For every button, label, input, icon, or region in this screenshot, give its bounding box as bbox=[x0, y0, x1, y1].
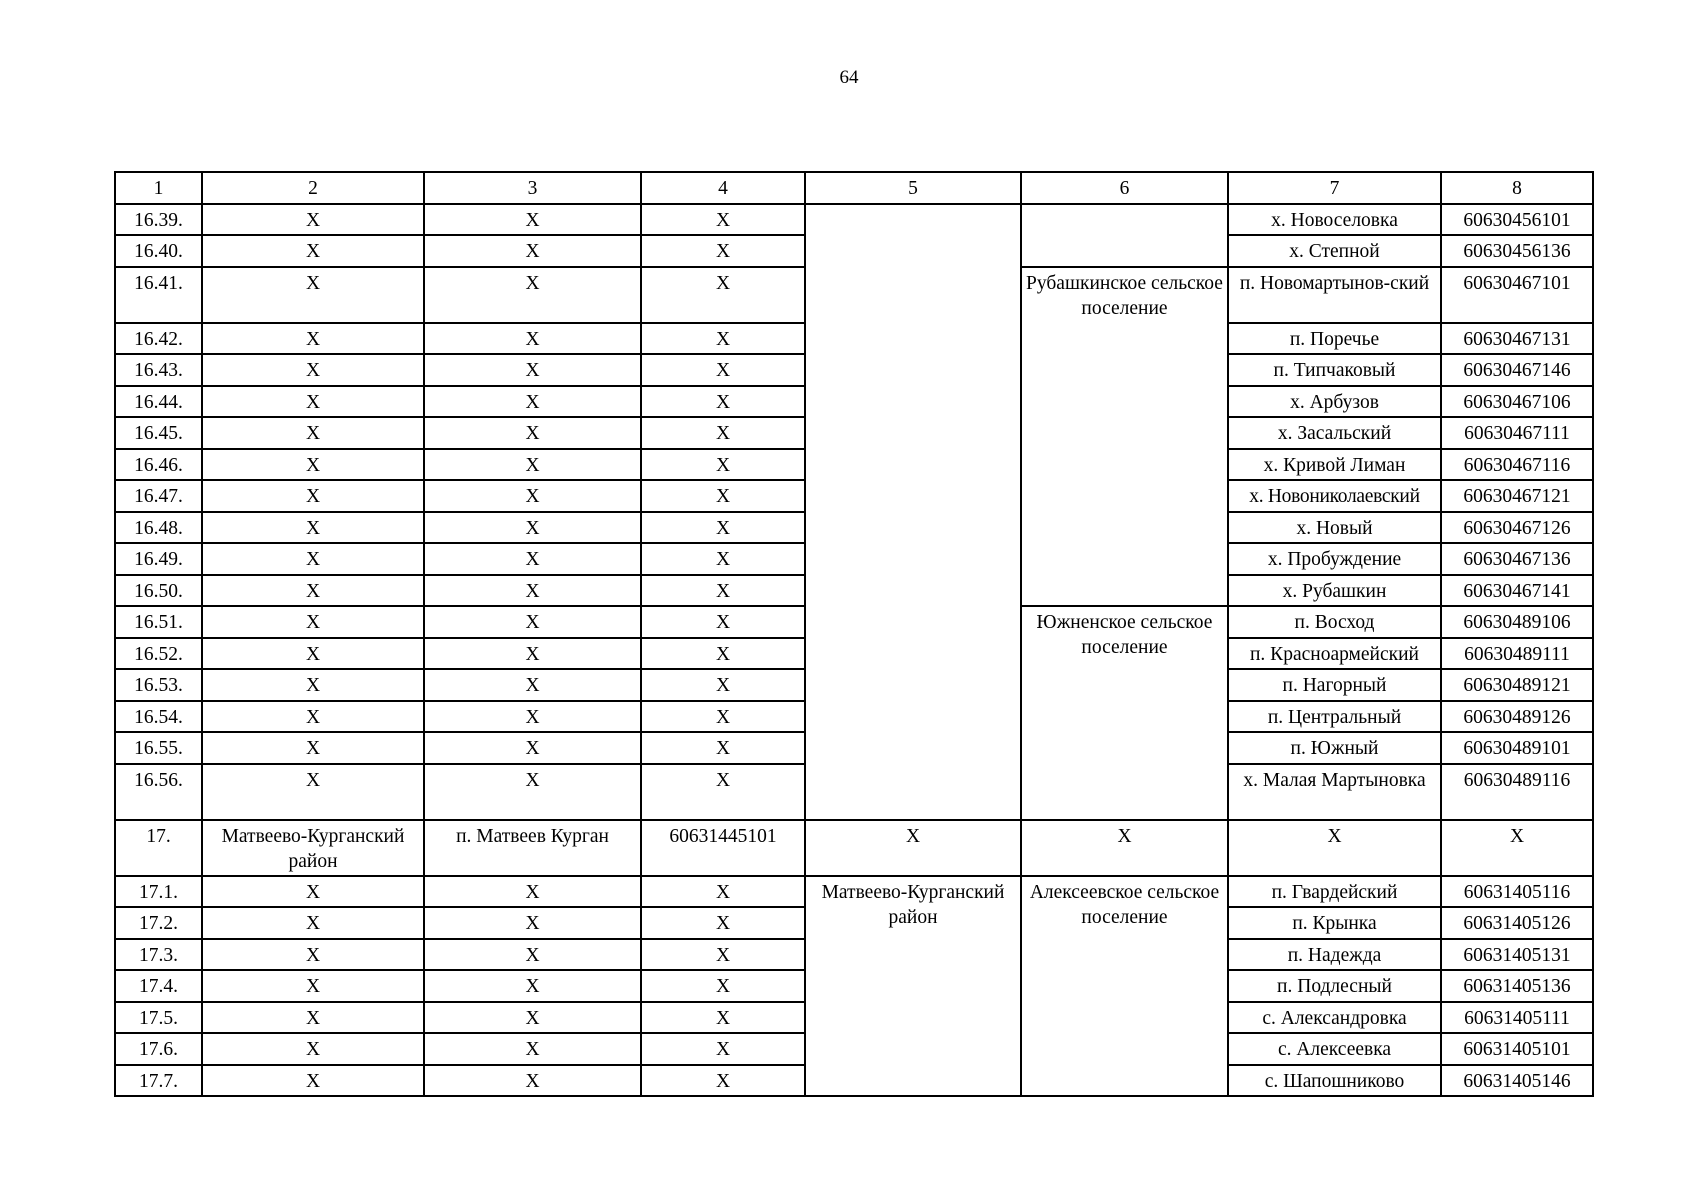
admin-center-code-cell: Х bbox=[641, 1002, 805, 1034]
admin-center-code-cell: Х bbox=[641, 876, 805, 908]
admin-center-code-cell: Х bbox=[641, 606, 805, 638]
header-cell: 3 bbox=[424, 172, 641, 204]
header-cell: 8 bbox=[1441, 172, 1593, 204]
district-cell: Х bbox=[202, 449, 424, 481]
admin-center-code-cell: Х bbox=[641, 701, 805, 733]
row-number-cell: 16.46. bbox=[115, 449, 202, 481]
locality-code-cell: 60630456136 bbox=[1441, 235, 1593, 267]
district-cell: Х bbox=[202, 323, 424, 355]
district-cell: Х bbox=[202, 267, 424, 323]
locality-cell: п. Поречье bbox=[1228, 323, 1441, 355]
row-number-cell: 16.55. bbox=[115, 732, 202, 764]
district-matveevo-cell: Матвеево-Курганский район bbox=[805, 876, 1021, 1097]
admin-center-code-cell: Х bbox=[641, 512, 805, 544]
row-number-cell: 16.50. bbox=[115, 575, 202, 607]
admin-center-code-cell: Х bbox=[641, 732, 805, 764]
admin-center-code-cell: Х bbox=[641, 449, 805, 481]
district-x-cell: Х bbox=[805, 820, 1021, 876]
locality-code-cell: 60631405126 bbox=[1441, 907, 1593, 939]
settlements-table bbox=[114, 171, 1594, 1097]
row-number-cell: 16.56. bbox=[115, 764, 202, 820]
locality-code-cell: 60630467101 bbox=[1441, 267, 1593, 323]
row-number-cell: 16.41. bbox=[115, 267, 202, 323]
admin-center-code-cell: Х bbox=[641, 939, 805, 971]
admin-center-code-cell: Х bbox=[641, 354, 805, 386]
table-row bbox=[115, 204, 1593, 236]
district-cell: Х bbox=[202, 732, 424, 764]
district-cell: Х bbox=[202, 701, 424, 733]
admin-center-cell: Х bbox=[424, 449, 641, 481]
header-cell: 2 bbox=[202, 172, 424, 204]
locality-cell: с. Александровка bbox=[1228, 1002, 1441, 1034]
row-number-cell: 16.48. bbox=[115, 512, 202, 544]
locality-code-cell: 60630489101 bbox=[1441, 732, 1593, 764]
admin-center-cell: Х bbox=[424, 1002, 641, 1034]
locality-code-cell: 60630467126 bbox=[1441, 512, 1593, 544]
locality-code-cell: 60630489126 bbox=[1441, 701, 1593, 733]
admin-center-cell: Х bbox=[424, 575, 641, 607]
admin-center-cell: Х bbox=[424, 354, 641, 386]
admin-center-code-cell: Х bbox=[641, 323, 805, 355]
locality-code-cell: 60630467106 bbox=[1441, 386, 1593, 418]
row-number-cell: 17. bbox=[115, 820, 202, 876]
admin-center-code-cell: Х bbox=[641, 669, 805, 701]
table-row bbox=[115, 820, 1593, 876]
admin-center-cell: Х bbox=[424, 417, 641, 449]
locality-cell: п. Нагорный bbox=[1228, 669, 1441, 701]
row-number-cell: 16.49. bbox=[115, 543, 202, 575]
admin-center-cell: Х bbox=[424, 543, 641, 575]
admin-center-code-cell: Х bbox=[641, 204, 805, 236]
district-cell: Х bbox=[202, 876, 424, 908]
locality-code-cell: 60630467121 bbox=[1441, 480, 1593, 512]
district-cell: Х bbox=[202, 480, 424, 512]
admin-center-cell: п. Матвеев Курган bbox=[424, 820, 641, 876]
district-cell: Х bbox=[202, 638, 424, 670]
district-cell: Х bbox=[202, 204, 424, 236]
settlement-rubashkinskoe-cell: Рубашкинское сельское поселение bbox=[1021, 267, 1228, 607]
locality-code-cell: Х bbox=[1441, 820, 1593, 876]
row-number-cell: 17.6. bbox=[115, 1033, 202, 1065]
row-number-cell: 16.39. bbox=[115, 204, 202, 236]
locality-code-cell: 60630489116 bbox=[1441, 764, 1593, 820]
row-number-cell: 16.54. bbox=[115, 701, 202, 733]
settlement-alekseevskoe-cell: Алексеевское сельское поселение bbox=[1021, 876, 1228, 1097]
row-number-cell: 16.44. bbox=[115, 386, 202, 418]
admin-center-cell: Х bbox=[424, 480, 641, 512]
admin-center-cell: Х bbox=[424, 970, 641, 1002]
locality-cell: х. Новоселовка bbox=[1228, 204, 1441, 236]
admin-center-cell: Х bbox=[424, 764, 641, 820]
locality-cell: с. Шапошниково bbox=[1228, 1065, 1441, 1097]
locality-cell: х. Новый bbox=[1228, 512, 1441, 544]
district-cell: Х bbox=[202, 543, 424, 575]
row-number-cell: 17.4. bbox=[115, 970, 202, 1002]
district-cell: Х bbox=[202, 606, 424, 638]
locality-cell: х. Малая Мартыновка bbox=[1228, 764, 1441, 820]
admin-center-cell: Х bbox=[424, 267, 641, 323]
admin-center-code-cell: Х bbox=[641, 638, 805, 670]
locality-code-cell: 60630467116 bbox=[1441, 449, 1593, 481]
row-number-cell: 16.40. bbox=[115, 235, 202, 267]
row-number-cell: 17.5. bbox=[115, 1002, 202, 1034]
admin-center-code-cell: Х bbox=[641, 417, 805, 449]
admin-center-cell: Х bbox=[424, 701, 641, 733]
admin-center-cell: Х bbox=[424, 876, 641, 908]
admin-center-cell: Х bbox=[424, 1065, 641, 1097]
admin-center-code-cell: Х bbox=[641, 480, 805, 512]
page-number: 64 bbox=[839, 67, 859, 88]
row-number-cell: 16.42. bbox=[115, 323, 202, 355]
admin-center-code-cell: Х bbox=[641, 543, 805, 575]
admin-center-cell: Х bbox=[424, 669, 641, 701]
locality-cell: х. Степной bbox=[1228, 235, 1441, 267]
locality-code-cell: 60630467111 bbox=[1441, 417, 1593, 449]
locality-cell: п. Гвардейский bbox=[1228, 876, 1441, 908]
district-merged-cell bbox=[805, 204, 1021, 820]
locality-cell: п. Восход bbox=[1228, 606, 1441, 638]
row-number-cell: 16.47. bbox=[115, 480, 202, 512]
admin-center-cell: Х bbox=[424, 907, 641, 939]
locality-cell: п. Центральный bbox=[1228, 701, 1441, 733]
admin-center-cell: Х bbox=[424, 939, 641, 971]
locality-cell: п. Южный bbox=[1228, 732, 1441, 764]
locality-code-cell: 60630489106 bbox=[1441, 606, 1593, 638]
header-cell: 6 bbox=[1021, 172, 1228, 204]
settlement-yuzhnenskoe-cell: Южненское сельское поселение bbox=[1021, 606, 1228, 820]
admin-center-cell: Х bbox=[424, 638, 641, 670]
locality-cell: х. Арбузов bbox=[1228, 386, 1441, 418]
table-row bbox=[115, 876, 1593, 908]
locality-cell: Х bbox=[1228, 820, 1441, 876]
district-cell: Х bbox=[202, 386, 424, 418]
admin-center-cell: Х bbox=[424, 204, 641, 236]
locality-cell: п. Красноармейский bbox=[1228, 638, 1441, 670]
header-row bbox=[115, 172, 1593, 204]
row-number-cell: 16.52. bbox=[115, 638, 202, 670]
locality-cell: с. Алексеевка bbox=[1228, 1033, 1441, 1065]
locality-code-cell: 60631405101 bbox=[1441, 1033, 1593, 1065]
locality-code-cell: 60630489121 bbox=[1441, 669, 1593, 701]
admin-center-cell: Х bbox=[424, 512, 641, 544]
admin-center-cell: Х bbox=[424, 386, 641, 418]
locality-cell: х. Новониколаевский bbox=[1228, 480, 1441, 512]
locality-cell: п. Подлесный bbox=[1228, 970, 1441, 1002]
district-cell: Х bbox=[202, 669, 424, 701]
locality-code-cell: 60630467136 bbox=[1441, 543, 1593, 575]
locality-cell: п. Типчаковый bbox=[1228, 354, 1441, 386]
admin-center-code-cell: 60631445101 bbox=[641, 820, 805, 876]
admin-center-cell: Х bbox=[424, 1033, 641, 1065]
row-number-cell: 16.53. bbox=[115, 669, 202, 701]
district-cell: Х bbox=[202, 354, 424, 386]
locality-cell: х. Пробуждение bbox=[1228, 543, 1441, 575]
locality-code-cell: 60631405146 bbox=[1441, 1065, 1593, 1097]
admin-center-cell: Х bbox=[424, 732, 641, 764]
admin-center-code-cell: Х bbox=[641, 1033, 805, 1065]
locality-code-cell: 60630467146 bbox=[1441, 354, 1593, 386]
admin-center-code-cell: Х bbox=[641, 235, 805, 267]
locality-cell: п. Надежда bbox=[1228, 939, 1441, 971]
settlement-merged-cell bbox=[1021, 204, 1228, 267]
locality-code-cell: 60630489111 bbox=[1441, 638, 1593, 670]
admin-center-code-cell: Х bbox=[641, 575, 805, 607]
locality-code-cell: 60631405131 bbox=[1441, 939, 1593, 971]
locality-code-cell: 60630467131 bbox=[1441, 323, 1593, 355]
locality-code-cell: 60631405136 bbox=[1441, 970, 1593, 1002]
locality-cell: х. Рубашкин bbox=[1228, 575, 1441, 607]
district-cell: Х bbox=[202, 1065, 424, 1097]
district-cell: Х bbox=[202, 970, 424, 1002]
district-cell: Х bbox=[202, 907, 424, 939]
district-cell: Х bbox=[202, 764, 424, 820]
district-cell: Х bbox=[202, 417, 424, 449]
admin-center-code-cell: Х bbox=[641, 386, 805, 418]
header-cell: 1 bbox=[115, 172, 202, 204]
locality-code-cell: 60630456101 bbox=[1441, 204, 1593, 236]
admin-center-cell: Х bbox=[424, 606, 641, 638]
district-cell: Х bbox=[202, 575, 424, 607]
row-number-cell: 17.1. bbox=[115, 876, 202, 908]
row-number-cell: 16.45. bbox=[115, 417, 202, 449]
locality-code-cell: 60630467141 bbox=[1441, 575, 1593, 607]
district-cell: Х bbox=[202, 1033, 424, 1065]
locality-cell: х. Засальский bbox=[1228, 417, 1441, 449]
header-cell: 7 bbox=[1228, 172, 1441, 204]
district-cell: Матвеево-Курганский район bbox=[202, 820, 424, 876]
admin-center-code-cell: Х bbox=[641, 1065, 805, 1097]
admin-center-cell: Х bbox=[424, 235, 641, 267]
admin-center-code-cell: Х bbox=[641, 764, 805, 820]
settlement-x-cell: Х bbox=[1021, 820, 1228, 876]
district-cell: Х bbox=[202, 235, 424, 267]
row-number-cell: 16.43. bbox=[115, 354, 202, 386]
locality-code-cell: 60631405111 bbox=[1441, 1002, 1593, 1034]
locality-cell: п. Новомартынов-ский bbox=[1228, 267, 1441, 323]
row-number-cell: 17.7. bbox=[115, 1065, 202, 1097]
district-cell: Х bbox=[202, 939, 424, 971]
admin-center-code-cell: Х bbox=[641, 970, 805, 1002]
locality-code-cell: 60631405116 bbox=[1441, 876, 1593, 908]
header-cell: 5 bbox=[805, 172, 1021, 204]
admin-center-code-cell: Х bbox=[641, 267, 805, 323]
admin-center-code-cell: Х bbox=[641, 907, 805, 939]
row-number-cell: 17.2. bbox=[115, 907, 202, 939]
row-number-cell: 17.3. bbox=[115, 939, 202, 971]
admin-center-cell: Х bbox=[424, 323, 641, 355]
district-cell: Х bbox=[202, 1002, 424, 1034]
district-cell: Х bbox=[202, 512, 424, 544]
row-number-cell: 16.51. bbox=[115, 606, 202, 638]
locality-cell: п. Крынка bbox=[1228, 907, 1441, 939]
header-cell: 4 bbox=[641, 172, 805, 204]
locality-cell: х. Кривой Лиман bbox=[1228, 449, 1441, 481]
